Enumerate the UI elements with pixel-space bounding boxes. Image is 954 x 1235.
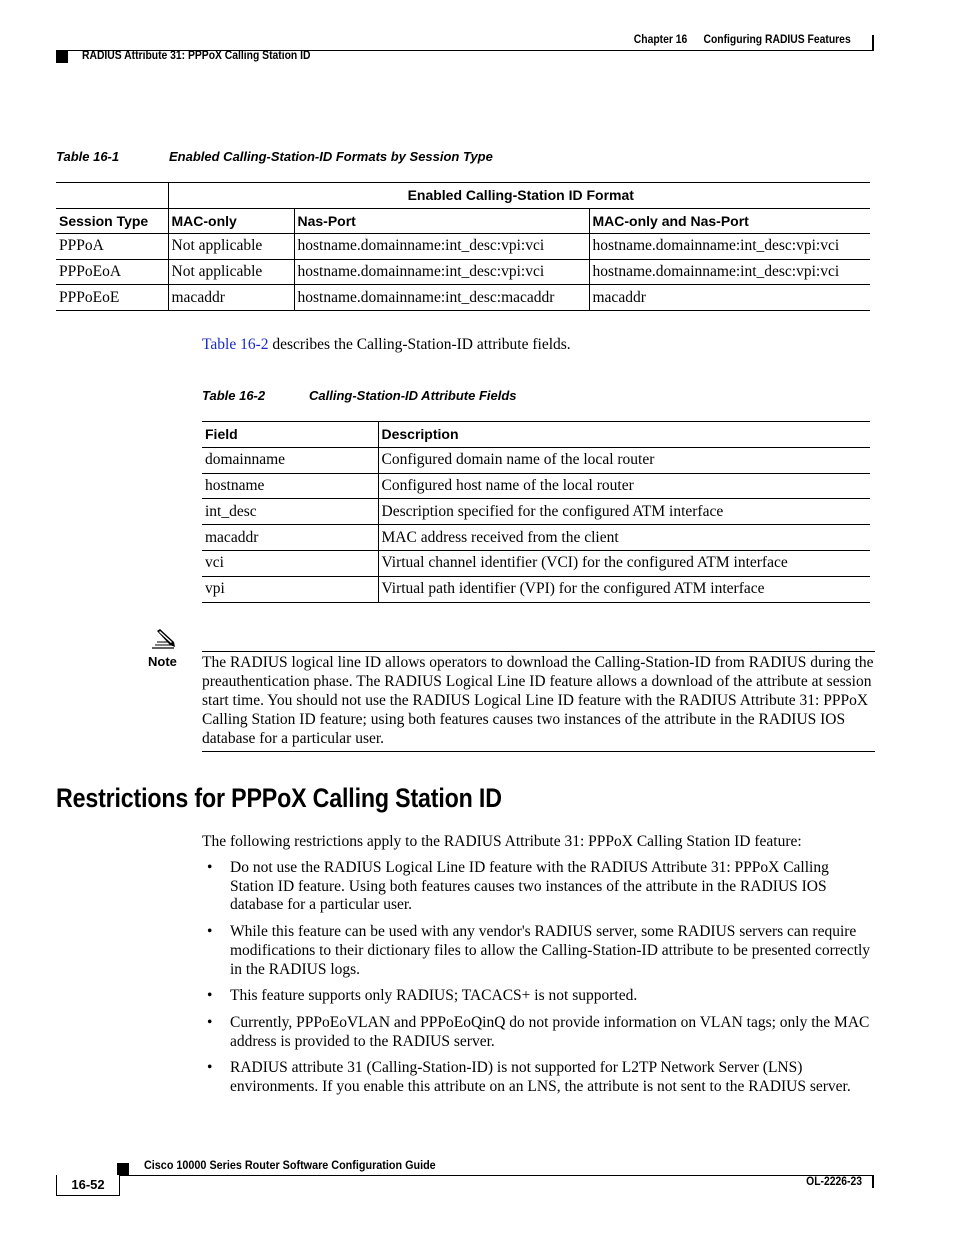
- table-cell: PPPoEoE: [56, 285, 168, 311]
- table-cell: macaddr: [168, 285, 294, 311]
- table-row: [202, 550, 870, 576]
- table-cell: hostname.domainname:int_desc:vpi:vci: [589, 259, 870, 285]
- list-item: [202, 1059, 874, 1096]
- page-number: 16-52: [56, 1175, 120, 1196]
- note-bottom-rule: [202, 751, 875, 752]
- table-cell: vci: [202, 550, 378, 576]
- bullet-icon: •: [207, 987, 213, 1005]
- table-cell: Description specified for the configured ATM interface: [378, 499, 870, 525]
- table-cell: macaddr: [589, 285, 870, 311]
- table1-caption: [56, 149, 493, 164]
- table1-col-header: MAC-only and Nas-Port: [589, 208, 870, 234]
- footer-vertical-bar: [872, 1175, 874, 1188]
- header-vertical-bar: [872, 35, 874, 51]
- list-item-text: While this feature can be used with any vendor's RADIUS server, some RADIUS servers can require modifications to their dictionary files to allow the Calling-Station-ID attribute to be presented correctly in the RADIUS logs.: [230, 923, 871, 978]
- table-row: [56, 285, 870, 311]
- note-text: The RADIUS logical line ID allows operators to download the Calling-Station-ID from RADIUS during the preauthentication phase. The RADIUS Logical Line ID feature allows a download of the attribute at session start time. You should not use the RADIUS Logical Line ID feature with the RADIUS Attribute 31: PPPoX Calling Station ID feature; using both features causes two instances of the attribute in the RADIUS IOS database for a particular user.: [202, 654, 874, 747]
- table-cell: vpi: [202, 576, 378, 602]
- table-cell: PPPoEoA: [56, 259, 168, 285]
- table-row: [202, 499, 870, 525]
- table1-col-header: Nas-Port: [294, 208, 589, 234]
- table1-number: Table 16-1: [56, 149, 120, 164]
- bullet-icon: •: [207, 1013, 213, 1031]
- bullet-icon: •: [207, 859, 213, 876]
- table-cell: Not applicable: [168, 234, 294, 260]
- table-row: [202, 473, 870, 499]
- table1-empty-corner: [56, 183, 168, 209]
- chapter-number: Chapter 16: [633, 34, 688, 46]
- table-cell: PPPoA: [56, 234, 168, 260]
- table2-title: Calling-Station-ID Attribute Fields: [309, 388, 517, 403]
- table-cell: Virtual path identifier (VPI) for the configured ATM interface: [378, 576, 870, 602]
- note-top-rule: [202, 651, 875, 652]
- bullet-icon: •: [207, 1059, 213, 1077]
- bullet-icon: •: [207, 923, 213, 941]
- list-item: [202, 1014, 874, 1051]
- section-heading: Restrictions for PPPoX Calling Station ID: [56, 783, 502, 813]
- list-item: [202, 987, 874, 1006]
- table-cell: int_desc: [202, 499, 378, 525]
- table-cell: MAC address received from the client: [378, 525, 870, 551]
- table-row: [202, 576, 870, 602]
- list-item-text: This feature supports only RADIUS; TACACS+ is not supported.: [230, 987, 638, 1005]
- footer-rule: [56, 1175, 874, 1176]
- running-header-chapter: [560, 34, 851, 46]
- header-marker-square: [56, 51, 68, 63]
- note-label: Note: [148, 654, 177, 669]
- table-row: [56, 259, 870, 285]
- table-cell: hostname.domainname:int_desc:macaddr: [294, 285, 589, 311]
- section-intro: The following restrictions apply to the RADIUS Attribute 31: PPPoX Calling Station ID feature:: [202, 833, 802, 850]
- table1-header-row: [56, 208, 870, 234]
- table-cell: domainname: [202, 447, 378, 473]
- running-header-section: RADIUS Attribute 31: PPPoX Calling Station ID: [82, 50, 311, 62]
- table2-caption: [202, 388, 517, 403]
- table1-group-header: Enabled Calling-Station ID Format: [168, 183, 870, 209]
- table2-header-row: [202, 422, 870, 448]
- pencil-note-icon: [150, 628, 178, 652]
- table2-col-header: Description: [378, 422, 870, 448]
- table-cell: hostname: [202, 473, 378, 499]
- table-cell: hostname.domainname:int_desc:vpi:vci: [294, 234, 589, 260]
- list-item-text: Currently, PPPoEoVLAN and PPPoEoQinQ do not provide information on VLAN tags; only the MAC address is provided to the RADIUS server.: [230, 1013, 870, 1050]
- table-row: [202, 525, 870, 551]
- table1: [56, 182, 870, 311]
- footer-doc-number: OL-2226-23: [806, 1176, 862, 1188]
- table2-reference-paragraph: [202, 335, 571, 354]
- chapter-title: Configuring RADIUS Features: [703, 34, 851, 46]
- table-cell: Configured domain name of the local router: [378, 447, 870, 473]
- footer-marker-square: [117, 1163, 129, 1175]
- table-cell: hostname.domainname:int_desc:vpi:vci: [294, 259, 589, 285]
- list-item-text: RADIUS attribute 31 (Calling-Station-ID) is not supported for L2TP Network Server (LNS) environments. If you enable this attribute on an LNS, the attribute is not sent to the RADIUS server.: [230, 1059, 851, 1096]
- table-row: [56, 234, 870, 260]
- table-row: [202, 447, 870, 473]
- restrictions-list: [202, 859, 874, 1105]
- reference-text: describes the Calling-Station-ID attribute fields.: [268, 336, 571, 353]
- table2: [202, 421, 870, 603]
- table2-col-header: Field: [202, 422, 378, 448]
- footer-guide-title: Cisco 10000 Series Router Software Configuration Guide: [144, 1158, 436, 1172]
- table-cell: macaddr: [202, 525, 378, 551]
- table1-col-header: MAC-only: [168, 208, 294, 234]
- table2-number: Table 16-2: [202, 388, 266, 403]
- table-cell: hostname.domainname:int_desc:vpi:vci: [589, 234, 870, 260]
- list-item: [202, 859, 874, 915]
- list-item-text: Do not use the RADIUS Logical Line ID feature with the RADIUS Attribute 31: PPPoX Calling Station ID feature. Using both features causes two instances of the attribute in the RADIUS IOS database for a particular user.: [230, 859, 829, 914]
- table-cell: Not applicable: [168, 259, 294, 285]
- table1-col-header: Session Type: [56, 208, 168, 234]
- table-cell: Virtual channel identifier (VCI) for the configured ATM interface: [378, 550, 870, 576]
- table2-crossref-link[interactable]: Table 16-2: [202, 336, 269, 353]
- list-item: [202, 923, 874, 979]
- table-cell: Configured host name of the local router: [378, 473, 870, 499]
- table1-title: Enabled Calling-Station-ID Formats by Session Type: [169, 149, 493, 164]
